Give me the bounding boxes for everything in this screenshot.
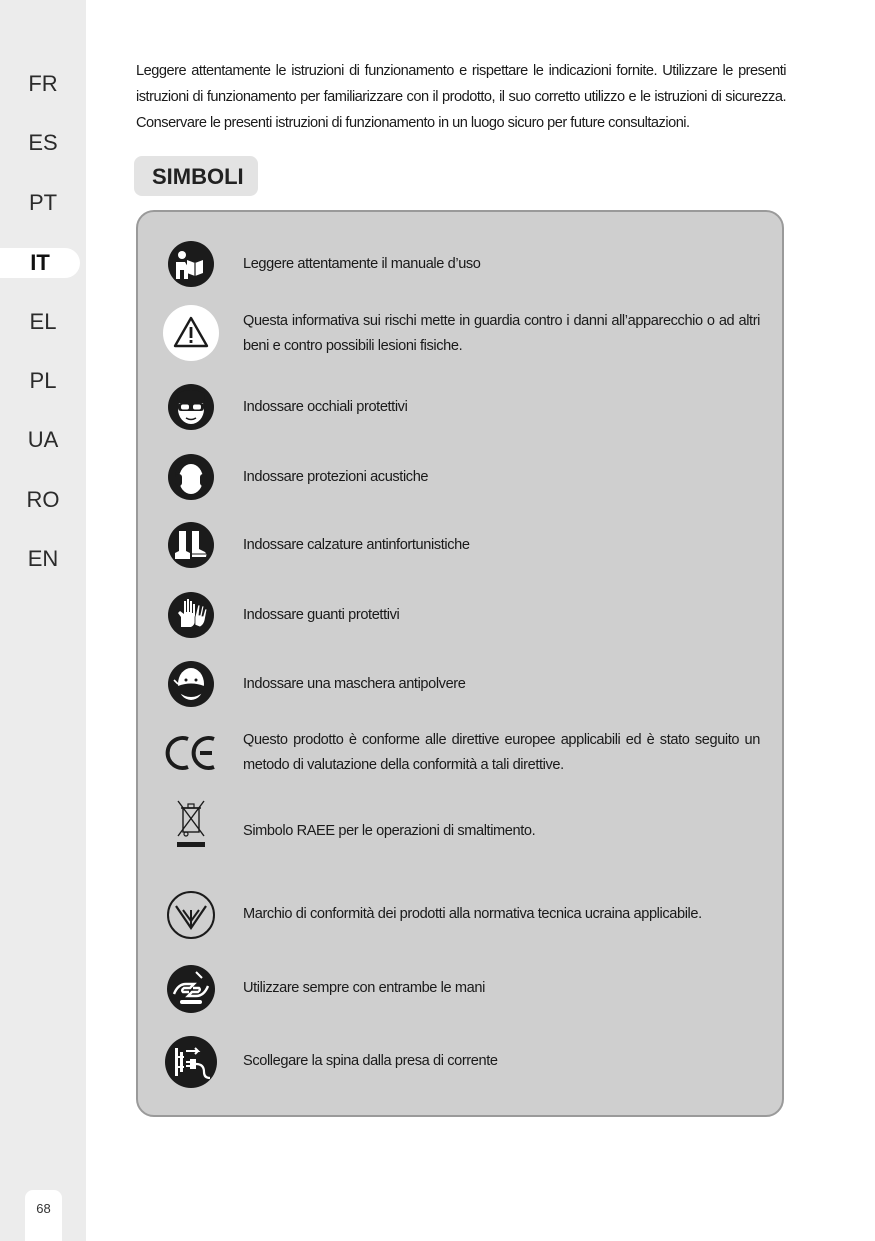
symbol-description: Simbolo RAEE per le operazioni di smaltimento. [243,823,536,839]
symbol-row [156,304,766,362]
ear-protection-icon [156,453,226,501]
ce-mark-icon [156,728,226,778]
symbol-description: Leggere attentamente il manuale d’uso [243,256,481,272]
symbol-row [156,728,766,778]
safety-boots-icon [156,521,226,569]
ukrca-mark-icon [156,890,226,940]
safety-goggles-icon [156,383,226,431]
lang-tab-fr[interactable]: FR [28,71,58,96]
symbol-row [156,797,766,851]
language-sidebar [0,0,86,1241]
unplug-icon [156,1035,226,1089]
section-title: SIMBOLI [134,156,258,196]
lang-tab-pt[interactable]: PT [28,190,58,215]
symbol-description: Indossare calzature antinfortunistiche [243,537,470,553]
symbol-row [156,591,766,639]
two-hands-icon [156,964,226,1014]
symbol-description: Questo prodotto è conforme alle direttive europee applicabili ed è stato seguito un metodo di valutazione della conformità a tali direttive. [243,732,760,773]
symbol-description: Scollegare la spina dalla presa di corrente [243,1053,498,1069]
lang-tab-pl[interactable]: PL [29,368,57,393]
symbol-row [156,240,766,288]
symbol-description: Indossare occhiali protettivi [243,399,408,415]
symbol-description: Indossare guanti protettivi [243,607,400,623]
read-manual-icon [156,240,226,288]
symbol-description: Indossare protezioni acustiche [243,469,429,485]
weee-bin-icon [156,797,226,851]
symbol-description: Indossare una maschera antipolvere [243,676,466,692]
protective-gloves-icon [156,591,226,639]
dust-mask-icon [156,660,226,708]
lang-tab-en[interactable]: EN [27,546,59,571]
lang-tab-ua[interactable]: UA [27,427,59,452]
symbol-row [156,383,766,431]
symbol-row [156,1035,766,1089]
symbol-row [156,964,766,1014]
symbol-row [156,521,766,569]
symbol-description: Utilizzare sempre con entrambe le mani [243,980,485,996]
lang-tab-es[interactable]: ES [28,130,58,155]
lang-tab-ro[interactable]: RO [26,487,60,512]
page-number: 68 [25,1190,62,1241]
symbol-description: Questa informativa sui rischi mette in guardia contro i danni all’apparecchio o ad altri beni e contro possibili lesioni fisiche. [243,313,760,354]
lang-tab-it-active[interactable]: IT [0,248,80,278]
symbol-row [156,890,766,940]
symbol-row [156,660,766,708]
symbol-row [156,453,766,501]
lang-tab-el[interactable]: EL [29,309,57,334]
intro-paragraph: Leggere attentamente le istruzioni di funzionamento e rispettare le indicazioni fornite. Utilizzare le presenti istruzioni di funzionamento per familiarizzare con il prodotto, il suo corretto utilizzo e le istruzioni di sicurezza. Conservare le presenti istruzioni di funzionamento in un luogo sicuro per future consultazioni. [136,63,786,131]
warning-icon [156,304,226,362]
symbol-description: Marchio di conformità dei prodotti alla normativa tecnica ucraina applicabile. [243,906,702,922]
